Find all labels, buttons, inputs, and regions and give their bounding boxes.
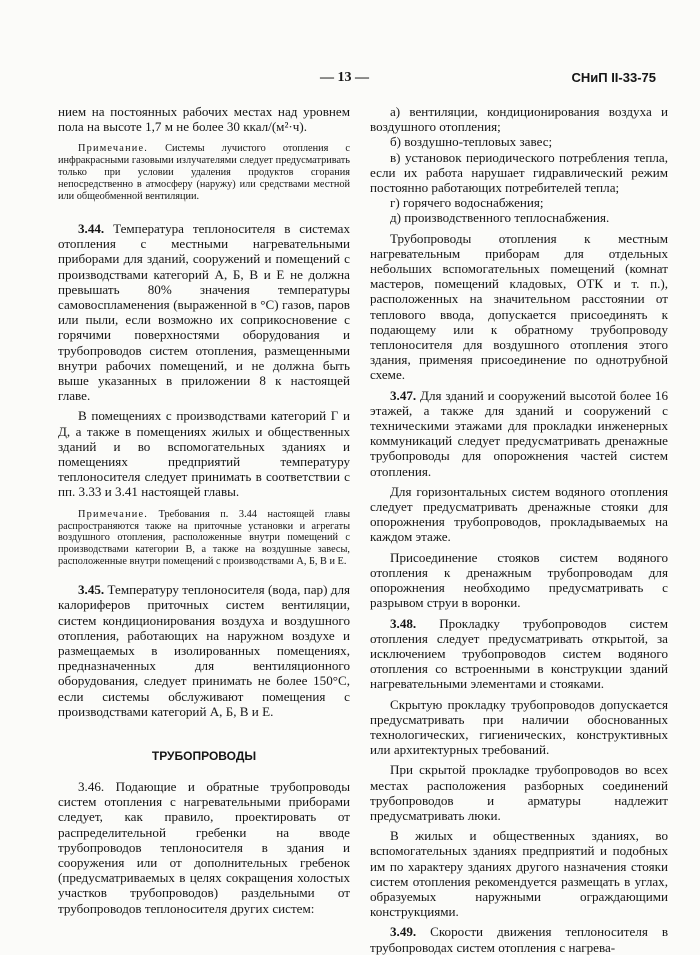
section-heading: ТРУБОПРОВОДЫ xyxy=(151,748,257,763)
paragraph-local-heaters: Трубопроводы отопления к местным нагревательным приборам для отдельных небольших вспомогательных помещений (комнат мастеров, помещений кладовых, ОТК и т. п.), расположенных на значительном расстоянии от теплового ввода, допускается присоединять к подающему или к обратному трубопроводу теплоносителя для воздушного отопления этого здания, применяя присоединение по однотрубной схеме. xyxy=(370,230,668,383)
clause-number: 3.44. xyxy=(78,220,105,236)
document-code: СНиП II-33-75 xyxy=(571,70,656,85)
clause-text: Для зданий и сооружений высотой более 16 этажей, а также для зданий и сооружений с техническими этажами для прокладки инженерных коммуникаций следует предусматривать дренажные трубопроводы для опорожнения частей систем отопления. xyxy=(370,387,668,479)
page-header xyxy=(0,70,700,90)
list-item-b: б) воздушно-тепловых завес; xyxy=(390,134,553,150)
clause-number: 3.45. xyxy=(78,582,105,598)
left-column xyxy=(58,104,350,916)
clause-3-45 xyxy=(58,582,350,719)
clause-text: Скорости движения теплоносителя в трубопроводах систем отопления с нагрева- xyxy=(370,924,668,955)
note-label: Примечание. xyxy=(78,508,149,520)
paragraph-horizontal-systems: Для горизонтальных систем водяного отопления следует предусматривать дренажные стояки для опорожнения трубопроводов, прокладываемых на каждом этаже. xyxy=(370,483,668,545)
note-label: Примечание. xyxy=(78,143,149,155)
clause-number: 3.47. xyxy=(390,387,417,403)
clause-3-44-paragraph-2: В помещениях с производствами категорий Г и Д, а также в помещениях жилых и общественных зданий и во вспомогательных зданиях и помещениях предприятий температуру теплоносителя следует принимать в соответствии с пп. 3.33 и 3.41 настоящей главы. xyxy=(58,408,350,500)
clause-3-44 xyxy=(58,221,350,403)
paragraph-hidden-laying-hatches: При скрытой прокладке трубопроводов во всех местах расположения разборных соединений трубопроводов и арматуры надлежит предусматривать люки. xyxy=(370,762,668,823)
paragraph-hidden-laying: Скрытую прокладку трубопроводов допускается предусматривать при наличии обоснованных технологических, гигиенических, конструктивных или архитектурных требований. xyxy=(370,696,668,758)
note-clause-3-44 xyxy=(58,509,350,569)
page-number: — 13 — xyxy=(320,70,369,85)
right-column xyxy=(370,104,668,955)
list-item-d: г) горячего водоснабжения; xyxy=(390,195,544,211)
note-radiant-heating xyxy=(58,143,350,203)
clause-3-49 xyxy=(370,924,668,954)
note-text: Требования п. 3.44 настоящей главы распространяются также на приточные установки и агрегаты воздушного отопления, расположенные внутри помещений с производствами категории В, а также на воздушные завесы, расположенные внутри помещений с производствами А, Б, В и Е. xyxy=(58,508,350,568)
list-item-a: а) вентиляции, кондиционирования воздуха и воздушного отопления; xyxy=(370,104,668,135)
clause-text: Температура теплоносителя в системах отопления с местными нагревательными приборами для зданий, сооружений и помещений с производствами категорий А, Б, В и Е не должна превышать 80% значения температуры самовоспламенения (выраженной в °С) газов, паров или пыли, если возможно их соприкосновение с горячими поверхностями оборудования и трубопроводов систем отопления, размещенными внутри рабочих помещений, и не должна быть выше указанных в приложении 8 к настоящей главе. xyxy=(58,220,350,404)
clause-3-47 xyxy=(370,388,668,479)
note-text: Системы лучистого отопления с инфракрасными газовыми излучателями следует предусматривать только при условии удаления продуктов сгорания непосредственно в атмосферу (наружу) или средствами местной или общеобменной вентиляции. xyxy=(58,143,350,203)
paragraph-riser-connection: Присоединение стояков систем водяного отопления к дренажным трубопроводам для опорожнения необходимо предусматривать с разрывом струи в воронки. xyxy=(370,549,668,611)
clause-number: 3.48. xyxy=(390,615,417,631)
list-item-c: в) установок периодического потребления тепла, если их работа нарушает гидравлический режим постоянно работающих потребителей тепла; xyxy=(370,149,668,196)
clause-3-48 xyxy=(370,616,668,692)
clause-number: 3.49. xyxy=(390,924,417,940)
clause-3-46: 3.46. Подающие и обратные трубопроводы систем отопления с нагревательными приборами следует, как правило, проектировать от распределительной гребенки на вводе трубопроводов теплоносителя в здания и сооружения или от дополнительных гребенок (предусматриваемых в целях сокращения холостых участков трубопроводов) раздельными от трубопроводов теплоносителя других систем: xyxy=(58,778,350,916)
paragraph-residential-risers: В жилых и общественных зданиях, во вспомогательных зданиях предприятий и подобных им по характеру зданиях другого назначения стояки систем отопления рекомендуется размещать в углах, образуемых наружными ограждающими конструкциями. xyxy=(370,828,668,920)
list-item-e: д) производственного теплоснабжения. xyxy=(390,210,610,226)
continued-paragraph: нием на постоянных рабочих местах над уровнем пола на высоте 1,7 м не более 30 ккал/(м²·ч). xyxy=(58,104,350,135)
clause-text: Температуру теплоносителя (вода, пар) для калориферов приточных систем вентиляции, систем кондиционирования воздуха и воздушного отопления, работающих на наружном воздухе и размещаемых в изолированных помещениях, предназначенных для вентиляционного оборудования, следует принимать не более 150°С, если системы обслуживают помещения с производствами категорий А, Б, В и Е. xyxy=(58,582,350,719)
clause-text: Прокладку трубопроводов систем отопления следует предусматривать открытой, за исключением трубопроводов систем водяного отопления со встроенными в конструкции зданий нагревательными элементами и стояками. xyxy=(370,615,668,692)
